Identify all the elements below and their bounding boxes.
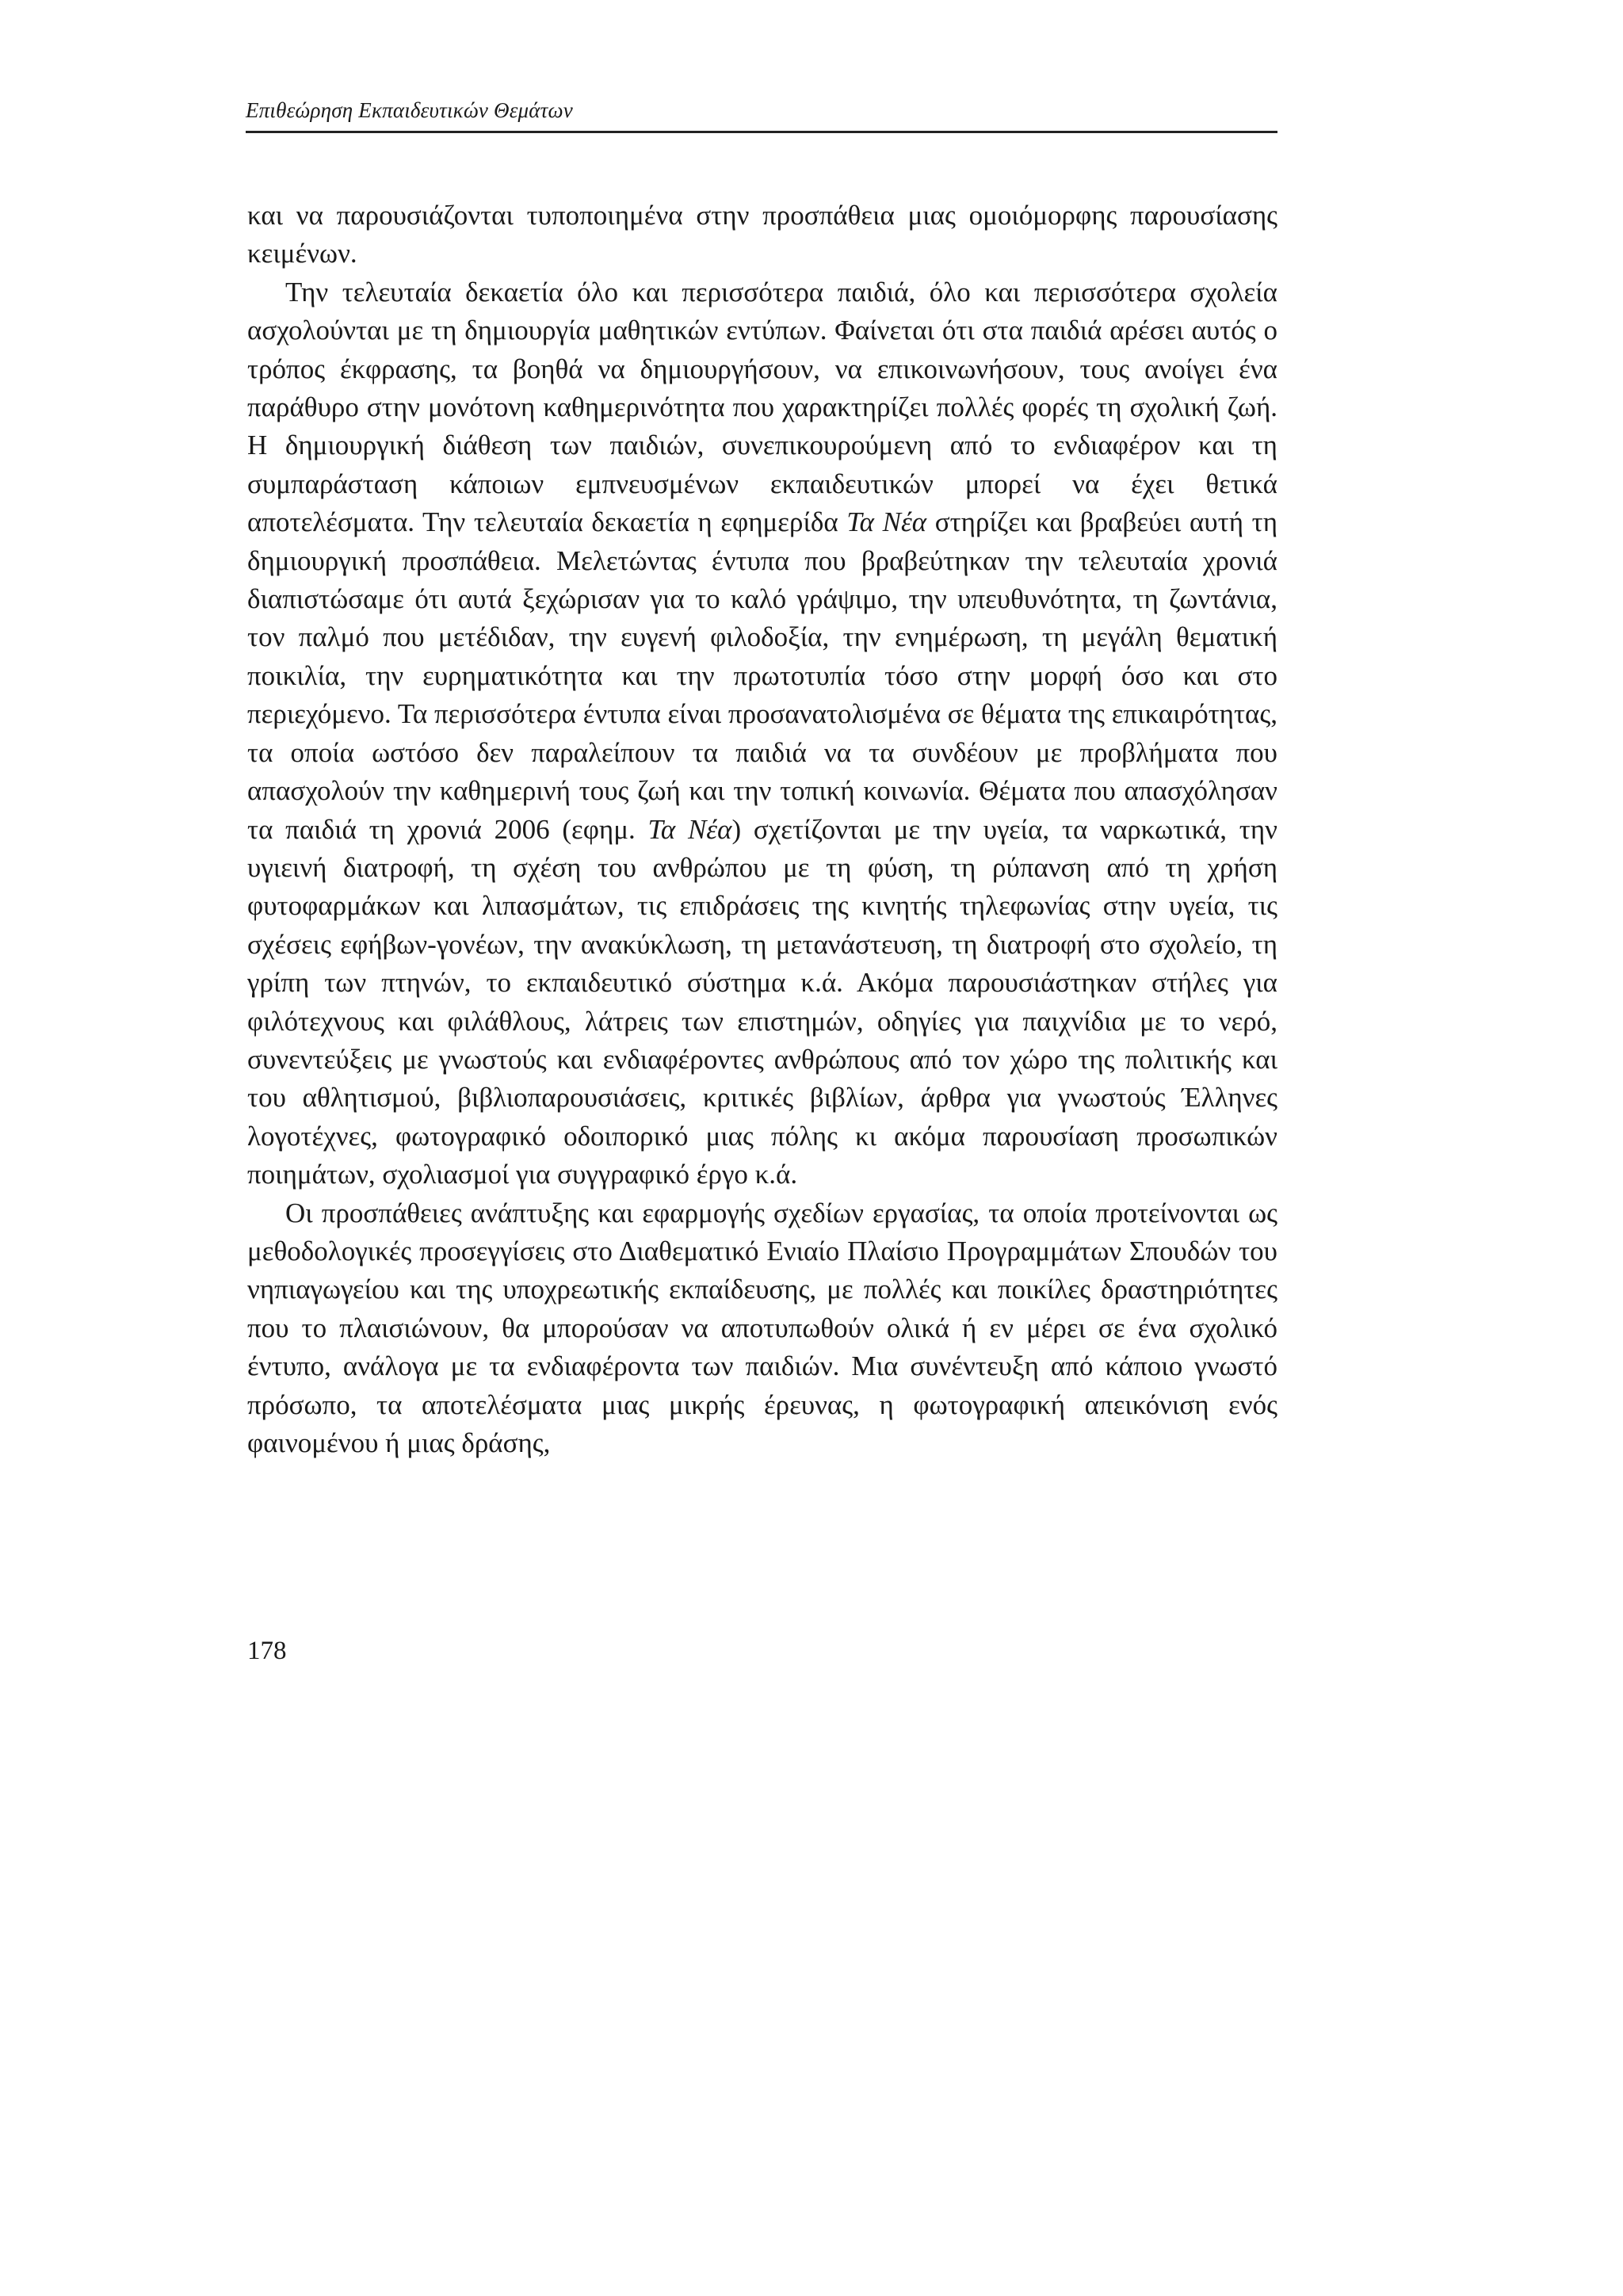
paragraph-project-work: Οι προσπάθειες ανάπτυξης και εφαρμογής σχεδίων εργασίας, τα οποία προτείνονται ως μεθοδολογικές προσεγγίσεις στο Διαθεματικό Ενιαίο Πλαίσιο Προγραμμάτων Σπουδών του νηπιαγωγείου και της υποχρεωτικής εκπαίδευσης, με πολλές και ποικίλες δραστηριότητες που το πλαισιώνουν, θα μπορούσαν να αποτυπωθούν ολικά ή εν μέρει σε ένα σχολικό έντυπο, ανάλογα με τα ενδιαφέροντα των παιδιών. Μια συνέντευξη από κάποιο γνωστό πρόσωπο, τα αποτελέσματα μιας μικρής έρευνας, η φωτογραφική απεικόνιση ενός φαινομένου ή μιας δράσης,	[247, 1197, 1277, 1458]
paragraph-continued: και να παρουσιάζονται τυποποιημένα στην προσπάθεια μιας ομοιόμορφης παρουσίασης κειμένων.	[247, 200, 1277, 269]
newspaper-title: Τα Νέα	[647, 813, 732, 845]
paragraph-student-publications	[247, 273, 1277, 1194]
article-body	[247, 197, 1277, 1462]
paragraph-text: Την τελευταία δεκαετία όλο και περισσότερα παιδιά, όλο και περισσότερα σχολεία ασχολούνται με τη δημιουργία μαθητικών εντύπων. Φαίνεται ότι στα παιδιά αρέσει αυτός ο τρόπος έκφρασης, τα βοηθά να δημιουργήσουν, να επικοινωνήσουν, τους ανοίγει ένα παράθυρο στην μονότονη καθημερινότητα που χαρακτηρίζει πολλές φορές τη σχολική ζωή. Η δημιουργική διάθεση των παιδιών, συνεπικουρούμενη από το ενδιαφέρον και τη συμπαράσταση κάποιων εμπνευσμένων εκπαιδευτικών μπορεί να έχει θετικά αποτελέσματα. Την τελευταία δεκαετία η εφημερίδα	[247, 276, 1277, 538]
paragraph-text: στηρίζει και βραβεύει αυτή τη δημιουργική προσπάθεια. Μελετώντας έντυπα που βραβεύτηκαν την τελευταία χρονιά διαπιστώσαμε ότι αυτά ξεχώρισαν για το καλό γράψιμο, την υπευθυνότητα, τη ζωντάνια, τον παλμό που μετέδιδαν, την ευγενή φιλοδοξία, την ενημέρωση, τη μεγάλη θεματική ποικιλία, την ευρηματικότητα και την πρωτοτυπία τόσο στην μορφή όσο και στο περιεχόμενο. Τα περισσότερα έντυπα είναι προσανατολισμένα σε θέματα της επικαιρότητας, τα οποία ωστόσο δεν παραλείπουν τα παιδιά να τα συνδέουν με προβλήματα που απασχολούν την καθημερινή τους ζωή και την τοπική κοινωνία. Θέματα που απασχόλησαν τα παιδιά τη χρονιά 2006 (εφημ.	[247, 506, 1277, 845]
running-header	[246, 94, 1277, 133]
journal-title: Επιθεώρηση Εκπαιδευτικών Θεμάτων	[246, 98, 573, 122]
page-number: 178	[247, 1637, 287, 1665]
newspaper-title: Τα Νέα	[846, 506, 927, 538]
paragraph-text: ) σχετίζονται με την υγεία, τα ναρκωτικά, την υγιεινή διατροφή, τη σχέση του ανθρώπου με τη φύση, τη ρύπανση από τη χρήση φυτοφαρμάκων και λιπασμάτων, τις επιδράσεις της κινητής τηλεφωνίας στην υγεία, τις σχέσεις εφήβων-γονέων, την ανακύκλωση, τη μετανάστευση, τη διατροφή στο σχολείο, τη γρίπη των πτηνών, το εκπαιδευτικό σύστημα κ.ά. Ακόμα παρουσιάστηκαν στήλες για φιλότεχνους και φιλάθλους, λάτρεις των επιστημών, οδηγίες για παιχνίδια με το νερό, συνεντεύξεις με γνωστούς και ενδιαφέροντες ανθρώπους από τον χώρο της πολιτικής και του αθλητισμού, βιβλιοπαρουσιάσεις, κριτικές βιβλίων, άρθρα για γνωστούς Έλληνες λογοτέχνες, φωτογραφικό οδοιπορικό μιας πόλης κι ακόμα παρουσίαση προσωπικών ποιημάτων, σχολιασμοί για συγγραφικό έργο κ.ά.	[247, 813, 1277, 1190]
